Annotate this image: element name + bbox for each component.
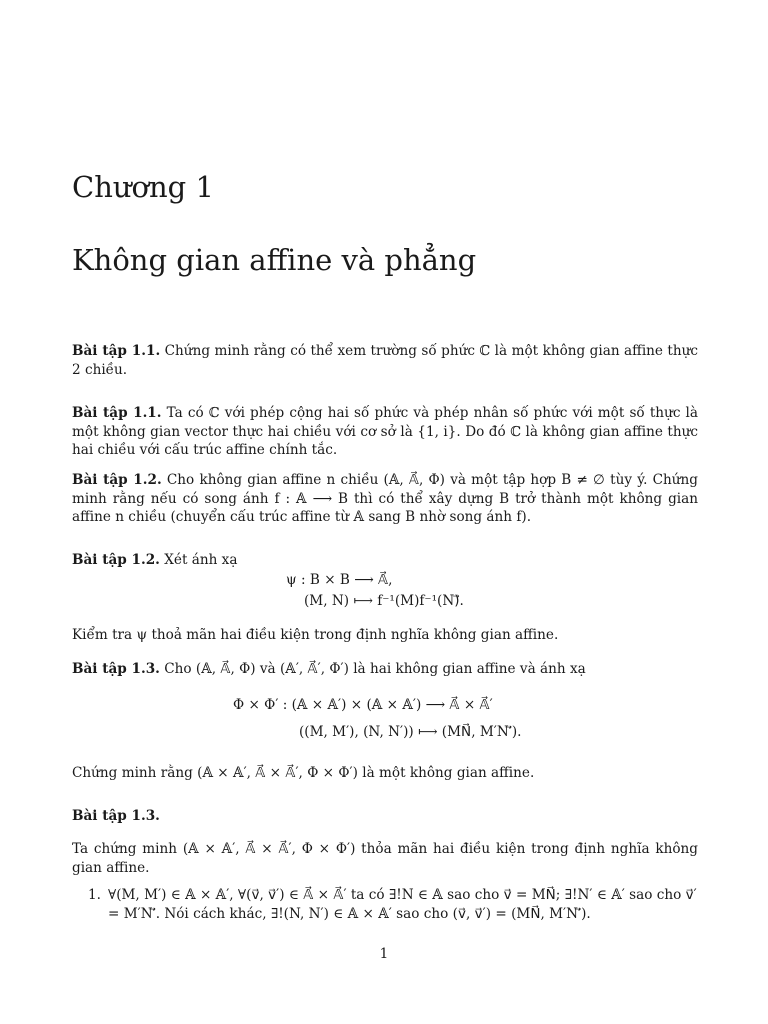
solution-label: Bài tập 1.2. xyxy=(72,552,160,568)
list-number: 1. xyxy=(88,887,101,903)
solution-1-3 xyxy=(72,807,698,826)
solution-label: Bài tập 1.1. xyxy=(72,405,162,421)
exercise-label: Bài tập 1.1. xyxy=(72,343,161,359)
list-item-text: ∀(M, M′) ∈ 𝔸 × 𝔸′, ∀(v⃗, v⃗′) ∈ 𝔸⃗ × 𝔸⃗′ ta có ∃!N ∈ 𝔸 sao cho v⃗ = MN⃗; ∃!N′ ∈ 𝔸′ sao cho v⃗′ = M′N′⃗. Nói cách khác, ∃!(N, N′) ∈ 𝔸 × 𝔸′ sao cho (v⃗, v⃗′) = (MN⃗, M′N′⃗). xyxy=(108,887,697,922)
exercise-text: Cho không gian affine n chiều (𝔸, 𝔸⃗, Φ) và một tập hợp B ≠ ∅ tùy ý. Chứng minh rằng nếu có song ánh f : 𝔸 ⟶ B thì có thể xây dựng B trở thành một không gian affine n chiều (chuyển cấu trúc affine từ 𝔸 sang B nhờ song ánh f). xyxy=(72,472,698,525)
equation-phi xyxy=(233,695,521,743)
exercise-1-3 xyxy=(72,660,698,679)
solution-text: Ta có ℂ với phép cộng hai số phức và phép nhân số phức với một số thực là một không gian vector thực hai chiều với cơ sở là {1, i}. Do đó ℂ là không gian affine thực hai chiều với cấu trúc affine chính tắc. xyxy=(72,405,699,458)
page-number: 1 xyxy=(379,946,389,962)
exercise-1-3-after: Chứng minh rằng (𝔸 × 𝔸′, 𝔸⃗ × 𝔸⃗′, Φ × Φ′) là một không gian affine. xyxy=(72,765,535,781)
exercise-1-1 xyxy=(72,342,698,379)
solution-1-1 xyxy=(72,404,698,460)
exercise-intro: Cho (𝔸, 𝔸⃗, Φ) và (𝔸′, 𝔸⃗′, Φ′) là hai không gian affine và ánh xạ xyxy=(164,661,586,677)
equation-line: ((M, M′), (N, N′)) ⟼ (MN⃗, M′N′⃗). xyxy=(299,724,522,740)
solution-intro: Xét ánh xạ xyxy=(164,552,238,568)
exercise-label: Bài tập 1.2. xyxy=(72,472,162,488)
solution-1-3-text: Ta chứng minh (𝔸 × 𝔸′, 𝔸⃗ × 𝔸⃗′, Φ × Φ′) thỏa mãn hai điều kiện trong định nghĩa không gian affine. xyxy=(72,841,698,876)
solution-1-2-after: Kiểm tra ψ thoả mãn hai điều kiện trong định nghĩa không gian affine. xyxy=(72,627,559,643)
equation-psi xyxy=(286,570,464,612)
solution-label: Bài tập 1.3. xyxy=(72,808,160,824)
list-item xyxy=(88,886,698,923)
solution-1-2 xyxy=(72,551,698,570)
chapter-number: Chương 1 xyxy=(72,170,214,204)
equation-line: ψ : B × B ⟶ 𝔸⃗, xyxy=(286,572,393,588)
equation-line: (M, N) ⟼ f⁻¹(M)f⁻¹(N)⃗. xyxy=(304,593,464,609)
equation-line: Φ × Φ′ : (𝔸 × 𝔸′) × (𝔸 × 𝔸′) ⟶ 𝔸⃗ × 𝔸⃗′ xyxy=(233,697,493,713)
exercise-text: Chứng minh rằng có thể xem trường số phức ℂ là một không gian affine thực 2 chiều. xyxy=(72,343,699,378)
chapter-title: Không gian affine và phẳng xyxy=(72,243,477,277)
exercise-label: Bài tập 1.3. xyxy=(72,661,160,677)
exercise-1-2 xyxy=(72,471,698,527)
